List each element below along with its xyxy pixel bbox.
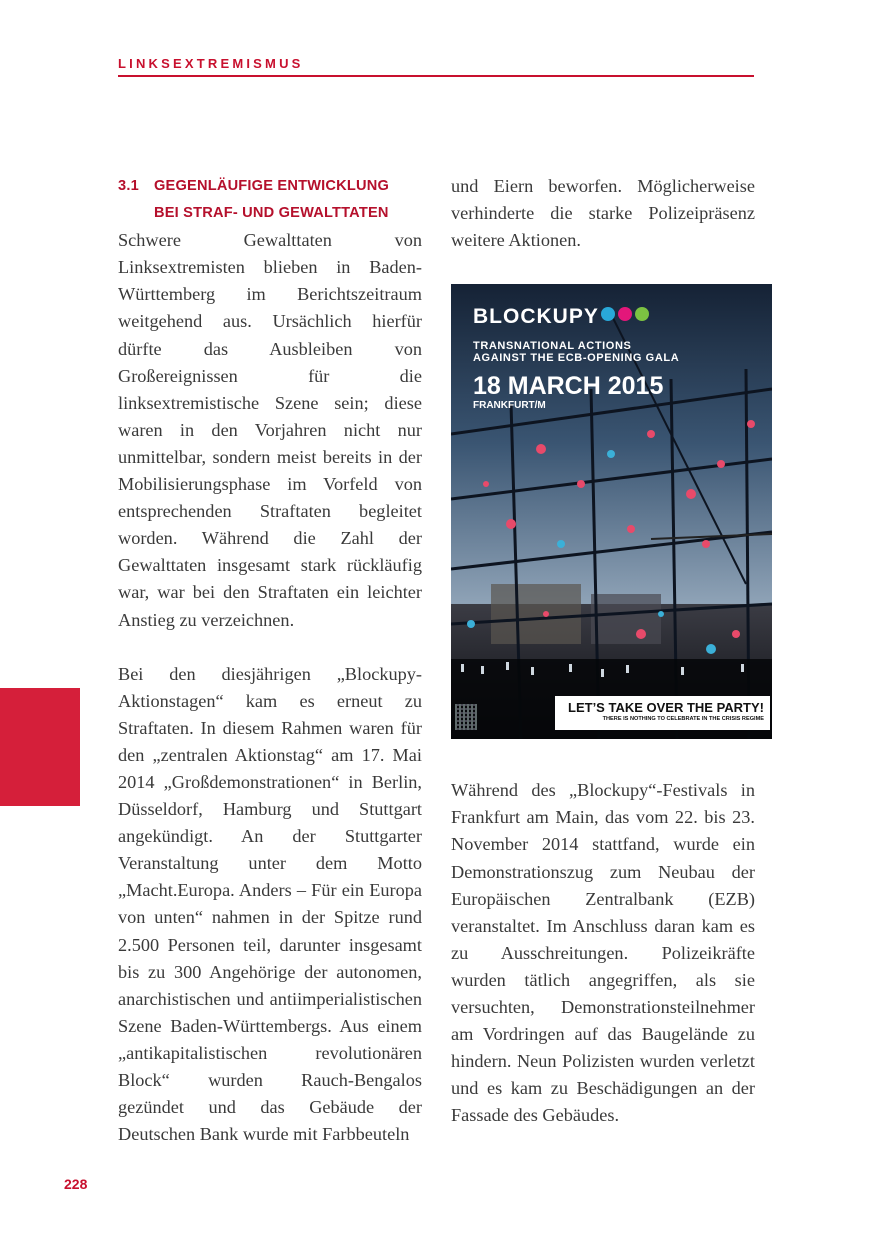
poster-logo-dots	[601, 307, 649, 321]
section-number: 3.1	[118, 178, 139, 194]
paragraph-1: Schwere Gewalttaten von Linksextremisten blieben in Baden-Württemberg im Berichtszeitraum weitgehend aus. Ursächlich hierfür dürfte das Ausbleiben von Großereignissen für die linksextremistische Szene sein; diese waren in den Vorjahren nicht nur unmittelbar, sondern meist bereits in der Mobilisierungsphase im Vorfeld von entsprechenden Straftaten begleitet worden. Während die Zahl der Gewalttaten insgesamt stark rückläufig war, war bei den Straftaten ein leichter Anstieg zu verzeichnen.	[118, 230, 422, 630]
leaf-icon	[635, 307, 649, 321]
chapter-side-tab	[0, 688, 80, 806]
running-header: LINKSEXTREMISMUS	[118, 56, 304, 71]
paragraph-2: Bei den diesjährigen „Blockupy-Aktionstagen“ kam es erneut zu Straftaten. In diesem Rahmen waren für den „zentralen Aktionstag“ am 17. Mai 2014 „Großdemonstrationen“ in Berlin, Düsseldorf, Hamburg und Stuttgart angekündigt. An der Stuttgarter Veranstaltung unter dem Motto „Macht.Europa. Anders – Für ein Europa von unten“ nahmen in der Spitze rund 2.500 Personen teil, darunter insgesamt bis zu 300 Angehörige der autonomen, anarchistischen und antiimperialistischen Szene Baden-Württembergs. Aus einem „antikapitalistischen revolutionären Block“ wurden Rauch-Bengalos gezündet und das Gebäude der Deutschen Bank wurde mit Farbbeuteln	[118, 663, 422, 1145]
left-column	[118, 173, 422, 1148]
poster-subtitle	[473, 340, 733, 364]
poster-city: FRANKFURT/M	[473, 400, 546, 412]
section-title-line-1: GEGENLÄUFIGE ENTWICKLUNG	[154, 178, 390, 194]
blockupy-poster-image	[451, 284, 772, 739]
poster-qr-code	[455, 704, 477, 730]
right-column	[451, 173, 764, 1130]
section-heading	[118, 173, 422, 227]
poster-brand: BLOCKUPY	[473, 305, 599, 329]
cloud-icon	[601, 307, 615, 321]
section-title-line-2: BEI STRAF- UND GEWALTTATEN	[154, 205, 389, 222]
poster-subtitle-line-1: TRANSNATIONAL ACTIONS	[473, 340, 632, 353]
paragraph-2-continued: und Eiern beworfen. Möglicherweise verhinderte die starke Polizeipräsenz weitere Aktionen.	[451, 176, 755, 251]
page-number: 228	[64, 1176, 88, 1192]
poster-banner	[555, 696, 770, 730]
cross-icon	[618, 307, 632, 321]
poster-banner-main: LET’S TAKE OVER THE PARTY!	[568, 700, 764, 716]
poster-banner-sub: THERE IS NOTHING TO CELEBRATE IN THE CRISIS REGIME	[602, 716, 764, 723]
poster-date: 18 MARCH 2015	[473, 372, 664, 401]
paragraph-3: Während des „Blockupy“-Festivals in Frankfurt am Main, das vom 22. bis 23. November 2014 stattfand, wurde ein Demonstrationszug zum Neubau der Europäischen Zentralbank (EZB) veranstaltet. Im Anschluss daran kam es zu Ausschreitungen. Polizeikräfte wurden tätlich angegriffen, als sie versuchten, Demonstrationsteilnehmer am Vordringen auf das Baugelände zu hindern. Neun Polizisten wurden verletzt und es kam zu Beschädigungen an der Fassade des Gebäudes.	[451, 780, 755, 1126]
poster-subtitle-line-2: AGAINST THE ECB-OPENING GALA	[473, 352, 680, 365]
header-rule	[118, 75, 754, 77]
section-title	[154, 173, 422, 227]
